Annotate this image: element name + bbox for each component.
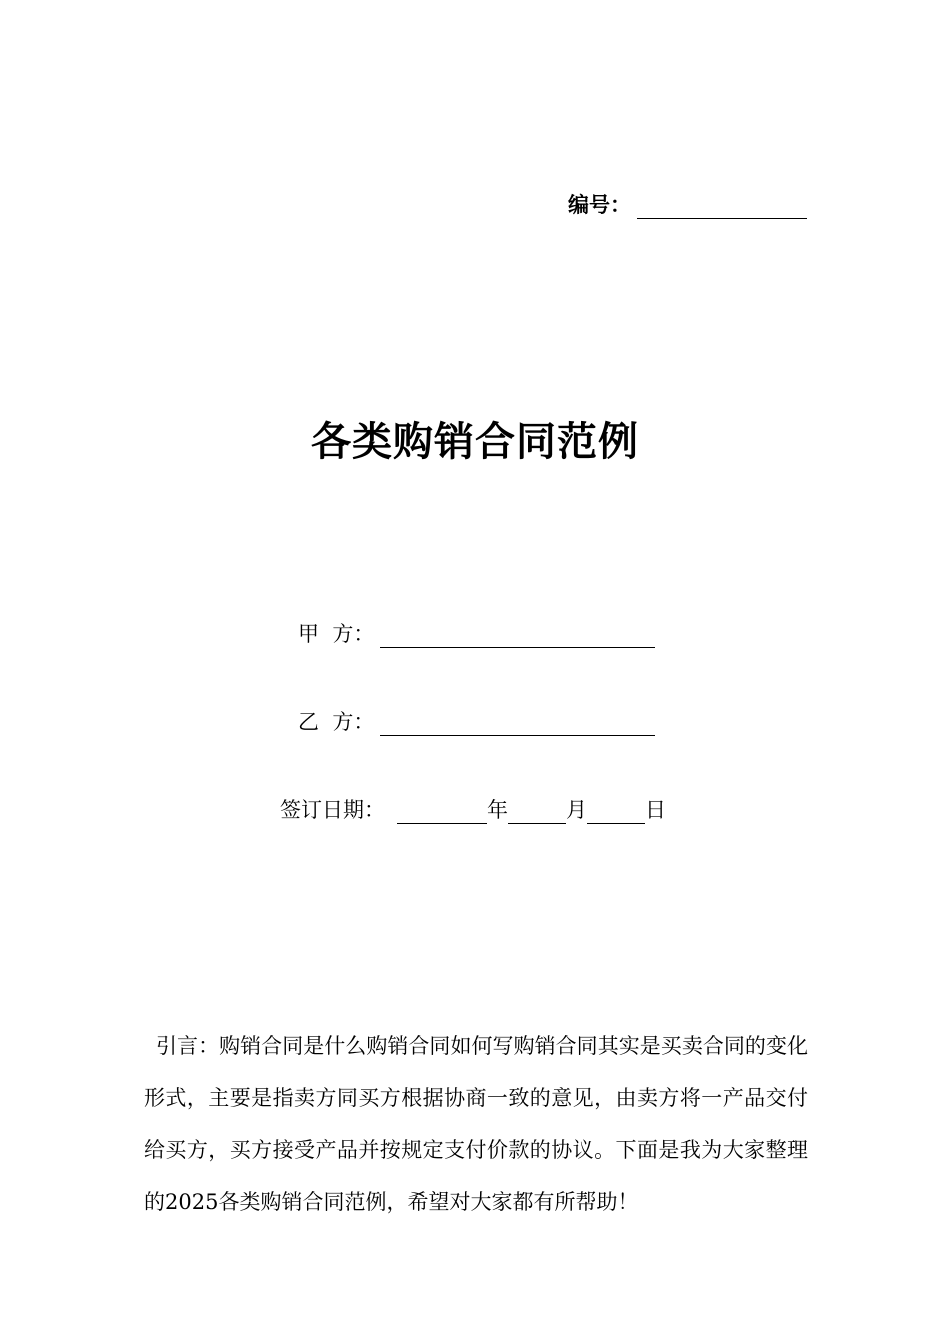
signing-day-blank[interactable]	[587, 799, 645, 824]
party-b-blank[interactable]	[380, 711, 655, 736]
serial-number-field	[568, 187, 807, 219]
party-b-field	[298, 706, 655, 736]
signing-year-unit: 年	[487, 798, 508, 822]
signing-month-blank[interactable]	[508, 799, 566, 824]
serial-number-label: 编号：	[568, 193, 631, 217]
party-b-label: 乙 方：	[298, 710, 375, 734]
party-a-field	[298, 618, 655, 648]
party-a-blank[interactable]	[380, 623, 655, 648]
signing-date-label: 签订日期：	[280, 798, 385, 822]
signing-day-unit: 日	[645, 798, 666, 822]
intro-paragraph: 引言：购销合同是什么购销合同如何写购销合同其实是买卖合同的变化形式，主要是指卖方同买方根据协商一致的意见，由卖方将一产品交付给买方，买方接受产品并按规定支付价款的协议。下面是我为大家整理的2025各类购销合同范例，希望对大家都有所帮助！	[144, 1034, 808, 1214]
signing-year-blank[interactable]	[397, 799, 487, 824]
signing-date-field	[280, 794, 666, 824]
document-title: 各类购销合同范例	[311, 419, 639, 465]
serial-number-blank[interactable]	[637, 192, 807, 219]
signing-month-unit: 月	[566, 798, 587, 822]
party-a-label: 甲 方：	[298, 622, 375, 646]
